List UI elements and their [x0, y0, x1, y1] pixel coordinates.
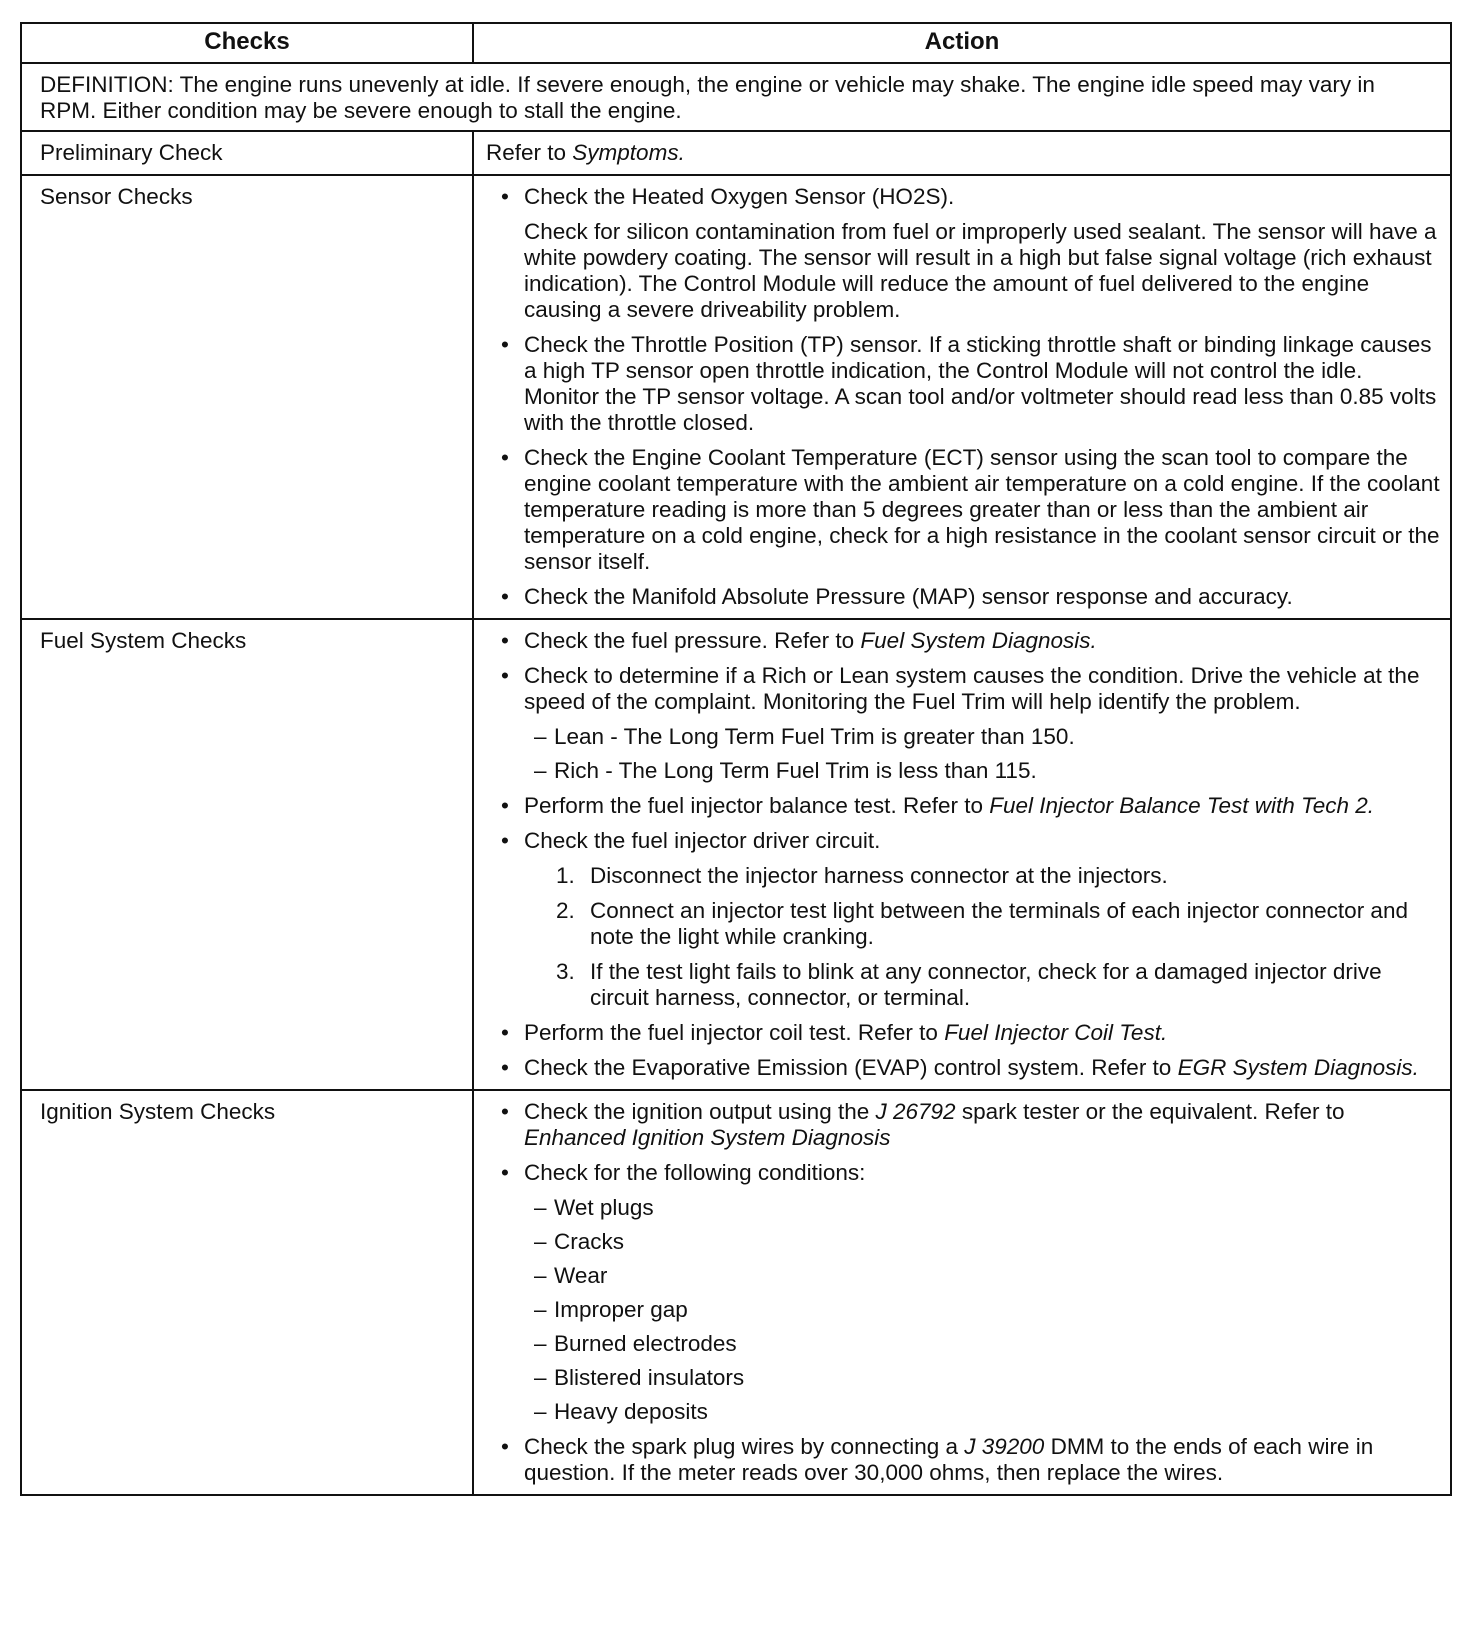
coil-test-reference: Fuel Injector Coil Test.: [944, 1020, 1168, 1045]
condition-item: – Blistered insulators: [524, 1365, 1442, 1391]
preliminary-check-label: Preliminary Check: [21, 131, 473, 175]
step-number: 2.: [556, 898, 575, 923]
fuel-system-diagnosis-reference: Fuel System Diagnosis.: [860, 628, 1097, 653]
fuel-pressure-text: Check the fuel pressure. Refer to: [524, 628, 861, 653]
list-item: [486, 1020, 1442, 1046]
sensor-checks-row: [21, 175, 1451, 619]
list-item: [486, 663, 1442, 784]
condition-item: – Burned electrodes: [524, 1331, 1442, 1357]
rough-idle-diagnostic-table: [20, 22, 1452, 1496]
preliminary-action: [473, 131, 1451, 175]
header-row: [21, 23, 1451, 63]
step-text: Disconnect the injector harness connector at the injectors.: [590, 863, 1168, 888]
rich-lean-text: Check to determine if a Rich or Lean system causes the condition. Drive the vehicle at the speed of the complaint. Monitoring the Fuel Trim will help identify the problem.: [524, 663, 1420, 714]
evap-text: Check the Evaporative Emission (EVAP) control system. Refer to: [524, 1055, 1178, 1080]
spark-tester-tool: J 26792: [875, 1099, 956, 1124]
list-item: [486, 1099, 1442, 1151]
step-text: If the test light fails to blink at any connector, check for a damaged injector drive circuit harness, connector, or terminal.: [590, 959, 1382, 1010]
condition-item: – Wear: [524, 1263, 1442, 1289]
ignition-output-text: Check the ignition output using the: [524, 1099, 876, 1124]
lean-item: – Lean - The Long Term Fuel Trim is greater than 150.: [524, 724, 1442, 750]
step-text: Connect an injector test light between the terminals of each injector connector and note the light while cranking.: [590, 898, 1408, 949]
list-item: [486, 184, 1442, 323]
step-number: 1.: [556, 863, 575, 888]
ho2s-check: Check the Heated Oxygen Sensor (HO2S).: [524, 184, 955, 209]
step-item: [524, 959, 1442, 1011]
list-item: • Check the Throttle Position (TP) sensor. If a sticking throttle shaft or binding linkage causes a high TP sensor open throttle indication, the Control Module will not control the idle. Monitor the TP sensor voltage. A scan tool and/or voltmeter should read less than 0.85 volts with the throttle closed.: [486, 332, 1442, 436]
fuel-system-checks-actions: [473, 619, 1451, 1090]
diagnostic-table-container: [20, 22, 1450, 1496]
enhanced-ignition-reference: Enhanced Ignition System Diagnosis: [524, 1125, 891, 1150]
conditions-intro: Check for the following conditions:: [524, 1160, 866, 1185]
list-item: [486, 1434, 1442, 1486]
driver-circuit-text: Check the fuel injector driver circuit.: [524, 828, 881, 853]
fuel-system-checks-label: Fuel System Checks: [21, 619, 473, 1090]
ignition-system-checks-label: Ignition System Checks: [21, 1090, 473, 1495]
sensor-checks-actions: [473, 175, 1451, 619]
step-item: [524, 863, 1442, 889]
list-item: [486, 1055, 1442, 1081]
balance-test-reference: Fuel Injector Balance Test with Tech 2.: [989, 793, 1375, 818]
definition-text: DEFINITION: The engine runs unevenly at idle. If severe enough, the engine or vehicle may shake. The engine idle speed may vary in RPM. Either condition may be severe enough to stall the engine.: [21, 63, 1451, 131]
preliminary-action-prefix: Refer to: [486, 140, 573, 165]
silicon-contamination-note: Check for silicon contamination from fuel or improperly used sealant. The sensor will have a white powdery coating. The sensor will result in a high but false signal voltage (rich exhaust indication). The Control Module will reduce the amount of fuel delivered to the engine causing a severe driveability problem.: [524, 219, 1437, 322]
balance-test-text: Perform the fuel injector balance test. Refer to: [524, 793, 990, 818]
step-number: 3.: [556, 959, 575, 984]
list-item: • Check the Manifold Absolute Pressure (MAP) sensor response and accuracy.: [486, 584, 1442, 610]
sensor-checks-label: Sensor Checks: [21, 175, 473, 619]
spark-wires-text-2: DMM to the ends of each wire in question. If the meter reads over 30,000 ohms, then replace the wires.: [524, 1434, 1374, 1485]
ignition-output-text-2: spark tester or the equivalent. Refer to: [955, 1099, 1345, 1124]
ignition-system-checks-row: [21, 1090, 1451, 1495]
symptoms-reference: Symptoms.: [572, 140, 685, 165]
condition-item: – Improper gap: [524, 1297, 1442, 1323]
list-item: [486, 793, 1442, 819]
action-column-header: Action: [473, 23, 1451, 63]
list-item: [486, 1160, 1442, 1425]
step-item: [524, 898, 1442, 950]
egr-diagnosis-reference: EGR System Diagnosis.: [1177, 1055, 1419, 1080]
condition-item: – Wet plugs: [524, 1195, 1442, 1221]
ignition-system-checks-actions: [473, 1090, 1451, 1495]
definition-row: [21, 63, 1451, 131]
condition-item: – Heavy deposits: [524, 1399, 1442, 1425]
preliminary-row: [21, 131, 1451, 175]
list-item: [486, 828, 1442, 1011]
condition-item: – Cracks: [524, 1229, 1442, 1255]
fuel-system-checks-row: [21, 619, 1451, 1090]
list-item: [486, 628, 1442, 654]
checks-column-header: Checks: [21, 23, 473, 63]
coil-test-text: Perform the fuel injector coil test. Refer to: [524, 1020, 945, 1045]
rich-item: – Rich - The Long Term Fuel Trim is less than 115.: [524, 758, 1442, 784]
dmm-tool: J 39200: [964, 1434, 1045, 1459]
list-item: • Check the Engine Coolant Temperature (ECT) sensor using the scan tool to compare the engine coolant temperature with the ambient air temperature on a cold engine. If the coolant temperature reading is more than 5 degrees greater than or less than the ambient air temperature on a cold engine, check for a high resistance in the coolant sensor circuit or the sensor itself.: [486, 445, 1442, 575]
spark-wires-text: Check the spark plug wires by connecting a: [524, 1434, 965, 1459]
